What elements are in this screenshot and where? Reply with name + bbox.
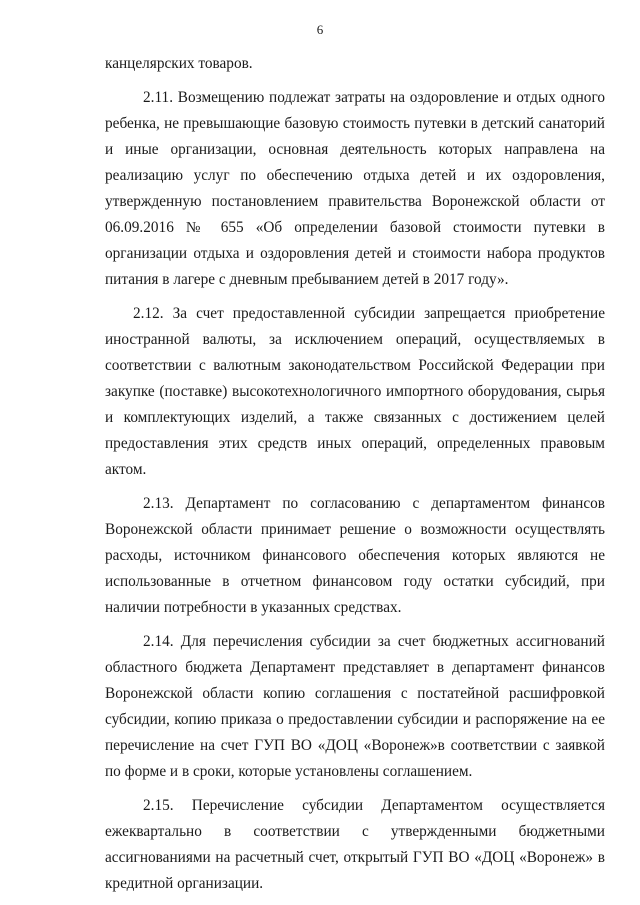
paragraph-2-13: 2.13. Департамент по согласованию с департаментом финансов Воронежской области принимает решение о возможности осуществлять расходы, источником финансового обеспечения которых являются не использованные в отчетном финансовом году остатки субсидий, при наличии потребности в указанных средствах.	[105, 495, 605, 616]
paragraph-continuation: канцелярских товаров.	[105, 55, 253, 72]
paragraph-2-12: 2.12. За счет предоставленной субсидии запрещается приобретение иностранной валюты, за исключением операций, осуществляемых в соответствии с валютным законодательством Российской Федерации при закупке (поставке) высокотехнологичного импортного оборудования, сырья и комплектующих изделий, а также связанных с достижением целей предоставления этих средств иных операций, определенных правовым актом.	[105, 305, 605, 478]
paragraph-2-11: 2.11. Возмещению подлежат затраты на оздоровление и отдых одного ребенка, не превышающие базовую стоимость путевки в детский санаторий и иные организации, основная деятельность которых направлена на реализацию услуг по обеспечению отдыха детей и их оздоровления, утвержденную постановлением правительства Воронежской области от 06.09.2016 № 655 «Об определении базовой стоимости путевки в организации отдыха и оздоровления детей и стоимости набора продуктов питания в лагере с дневным пребыванием детей в 2017 году».	[105, 89, 605, 288]
paragraph-2-14: 2.14. Для перечисления субсидии за счет бюджетных ассигнований областного бюджета Департамент представляет в департамент финансов Воронежской области копию соглашения с постатейной расшифровкой субсидии, копию приказа о предоставлении субсидии и распоряжение на ее перечисление на счет ГУП ВО «ДОЦ «Воронеж»в соответствии с заявкой по форме и в сроки, которые установлены соглашением.	[105, 633, 605, 780]
page-number: 6	[316, 22, 324, 37]
document-body	[105, 51, 605, 897]
paragraph-2-15: 2.15. Перечисление субсидии Департаментом осуществляется ежеквартально в соответствии с утвержденными бюджетными ассигнованиями на расчетный счет, открытый ГУП ВО «ДОЦ «Воронеж» в кредитной организации.	[105, 797, 605, 892]
